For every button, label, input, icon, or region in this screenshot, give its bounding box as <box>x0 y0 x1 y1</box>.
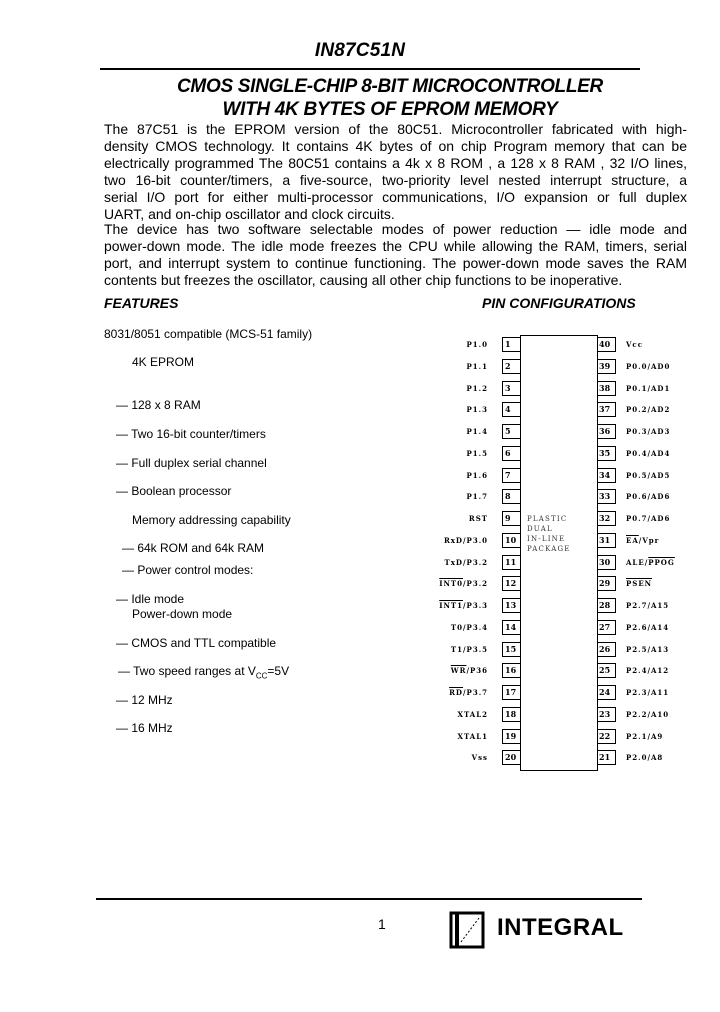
pin-number: 29 <box>599 578 611 589</box>
pin-label: RST <box>468 514 488 523</box>
pin-number: 4 <box>505 404 511 415</box>
pin-label: P1.4 <box>466 427 488 436</box>
feature-item: — Full duplex serial channel <box>116 456 267 470</box>
pin-label: ALE/PPOG <box>626 557 675 567</box>
header-rule <box>100 68 640 70</box>
pin-label: P1.1 <box>466 361 488 371</box>
feature-item: 8031/8051 compatible (MCS-51 family) <box>104 327 313 341</box>
pin-label: P2.2/A10 <box>626 709 670 719</box>
pin-label: P1.6 <box>466 470 488 480</box>
pin-label: XTAL2 <box>457 709 488 719</box>
package-line: IN-LINE <box>527 535 566 543</box>
pin-label: Vss <box>471 753 488 763</box>
brand-name: INTEGRAL <box>497 914 624 941</box>
feature-text: =5V <box>267 664 290 678</box>
intro-line: power-down mode. The idle mode freezes the CPU while allowing the RAM, timers, serial <box>104 238 687 254</box>
pin-label: P0.4/AD4 <box>626 448 671 458</box>
pin-number: 37 <box>599 404 611 415</box>
pin-label: P2.1/A9 <box>626 731 664 741</box>
pin-label: XTAL1 <box>457 731 488 741</box>
title-line-2: WITH 4K BYTES OF EPROM MEMORY <box>222 99 558 120</box>
intro-paragraph-1 <box>104 121 687 223</box>
intro-line: port, and interrupt system to continue functioning. The power-down mode saves the RAM <box>104 255 687 271</box>
pin-label: P0.3/AD3 <box>626 427 671 436</box>
pin-number: 12 <box>505 578 517 589</box>
feature-item: Memory addressing capability <box>132 513 291 527</box>
intro-line: contents but freezes the oscillator, causing all other chip functions to be inoperative. <box>104 272 623 288</box>
pin-number: 23 <box>599 708 611 719</box>
feature-item: — CMOS and TTL compatible <box>116 636 277 650</box>
intro-line: serial I/O port for either multi-processor communications, I/O expansion or full duplex <box>104 189 687 205</box>
pin-label: $\overline{RD}/P3.7$ <box>449 688 488 697</box>
pin-number: 36 <box>599 426 611 436</box>
feature-item: — Power control modes: <box>122 563 254 577</box>
feature-item-vcc <box>118 664 289 680</box>
pin-number: 28 <box>599 600 611 610</box>
features-heading: FEATURES <box>104 295 179 311</box>
pin-label: P0.1/AD1 <box>626 383 671 393</box>
pin-label: P0.2/AD2 <box>626 405 671 415</box>
pin-number: 32 <box>599 513 611 523</box>
vcc-subscript: CC <box>255 671 268 681</box>
intro-line: electrically programmed The 80C51 contains a 4k x 8 ROM , a 128 x 8 RAM , 32 I/O lines, <box>104 155 687 171</box>
intro-paragraph-2 <box>104 221 687 289</box>
pin-number: 39 <box>599 360 611 371</box>
pin-label: P0.7/AD6 <box>626 514 671 523</box>
pin-label: P2.3/A11 <box>626 688 670 697</box>
feature-item: Power-down mode <box>132 607 233 621</box>
pin-configurations-heading: PIN CONFIGURATIONS <box>482 295 636 311</box>
feature-item: — 12 MHz <box>116 693 173 707</box>
pin-number: 10 <box>505 534 517 545</box>
part-number: IN87C51N <box>314 40 406 61</box>
package-line: PLASTIC <box>527 515 568 523</box>
pin-number: 5 <box>505 426 511 436</box>
pin-label: RxD/P3.0 <box>443 535 488 545</box>
pin-label: P1.0 <box>466 340 488 349</box>
pin-number: 20 <box>505 752 517 763</box>
pin-label: P1.2 <box>466 383 488 393</box>
pin-number: 35 <box>599 447 611 458</box>
feature-item: — Two 16-bit counter/timers <box>116 427 266 441</box>
intro-line: density CMOS technology. It contains 4K bytes of on chip Program memory that can be <box>104 138 687 154</box>
package-line: DUAL <box>527 525 553 533</box>
pin-label: $\overline{EA}$/Vpr <box>626 535 660 545</box>
package-label <box>527 514 587 554</box>
footer-rule <box>96 898 642 900</box>
pin-label: P2.6/A14 <box>626 622 670 632</box>
pin-number: 22 <box>599 730 611 741</box>
pin-label: P0.0/AD0 <box>626 361 671 371</box>
feature-item: — 128 x 8 RAM <box>116 398 201 412</box>
pin-label: INT1/P3.3 <box>439 601 488 610</box>
pin-label: P2.4/A12 <box>626 666 670 676</box>
pin-number: 7 <box>505 469 511 480</box>
pin-label: INT0/P3.2 <box>439 579 488 589</box>
pin-label: TxD/P3.2 <box>444 557 488 567</box>
pin-number: 2 <box>505 360 511 371</box>
pin-label: PSEN <box>626 579 653 589</box>
pin-label: P1.7 <box>466 492 488 502</box>
pin-number: 11 <box>505 556 517 567</box>
title-line-1: CMOS SINGLE-CHIP 8-BIT MICROCONTROLLER <box>177 76 603 97</box>
pin-number: 33 <box>599 491 611 502</box>
pin-number: 19 <box>505 730 517 741</box>
pin-number: 17 <box>505 687 517 697</box>
feature-text: — Two speed ranges at V <box>118 664 256 678</box>
feature-item: — Idle mode <box>116 592 185 606</box>
pin-number: 15 <box>505 643 517 654</box>
feature-item: — 16 MHz <box>116 721 173 735</box>
pin-number: 21 <box>599 752 611 763</box>
pin-number: 24 <box>599 687 611 697</box>
pin-label: Vcc <box>626 340 643 349</box>
pin-label: P0.6/AD6 <box>626 492 671 502</box>
integral-logo-icon <box>447 910 487 950</box>
pin-number: 14 <box>505 621 517 632</box>
pin-label: T1/P3.5 <box>450 644 488 654</box>
page-number: 1 <box>378 916 386 932</box>
intro-line: The device has two software selectable modes of power reduction — idle mode and <box>104 221 687 237</box>
pin-label: P2.5/A13 <box>626 644 670 654</box>
feature-item: — Boolean processor <box>116 484 232 498</box>
pin-number: 26 <box>599 643 611 654</box>
intro-line: two 16-bit counter/timers, a five-source, two-priority level nested interrupt structure, a <box>104 172 687 188</box>
feature-item: — 64k ROM and 64k RAM <box>122 541 265 555</box>
pin-number: 34 <box>599 469 611 480</box>
pin-label: T0/P3.4 <box>450 622 488 632</box>
pin-label: P1.5 <box>466 448 488 458</box>
pin-label: P2.7/A15 <box>626 601 670 610</box>
feature-item: 4K EPROM <box>132 355 195 369</box>
pin-number: 6 <box>505 447 511 458</box>
pin-number: 30 <box>599 556 611 567</box>
intro-line: The 87C51 is the EPROM version of the 80C51. Microcontroller fabricated with high- <box>104 121 687 137</box>
package-line: PACKAGE <box>527 545 571 553</box>
pin-label: P2.0/A8 <box>626 753 664 763</box>
pin-number: 16 <box>505 665 517 676</box>
pin-number: 25 <box>599 665 611 676</box>
pin-number: 18 <box>505 708 517 719</box>
intro-line: UART, and on-chip oscillator and clock circuits. <box>104 206 395 222</box>
pin-number: 40 <box>599 339 611 349</box>
pin-label: P0.5/AD5 <box>626 470 671 480</box>
pin-number: 31 <box>599 534 611 545</box>
pin-label: $\overline{WR}/P36$ <box>450 666 488 676</box>
pin-number: 8 <box>505 491 511 502</box>
pin-number: 9 <box>505 513 511 523</box>
pin-number: 3 <box>505 382 511 393</box>
pin-number: 38 <box>599 382 611 393</box>
pin-number: 1 <box>505 339 511 349</box>
pin-number: 13 <box>505 600 517 610</box>
pin-number: 27 <box>599 621 611 632</box>
pin-label: P1.3 <box>466 405 488 415</box>
